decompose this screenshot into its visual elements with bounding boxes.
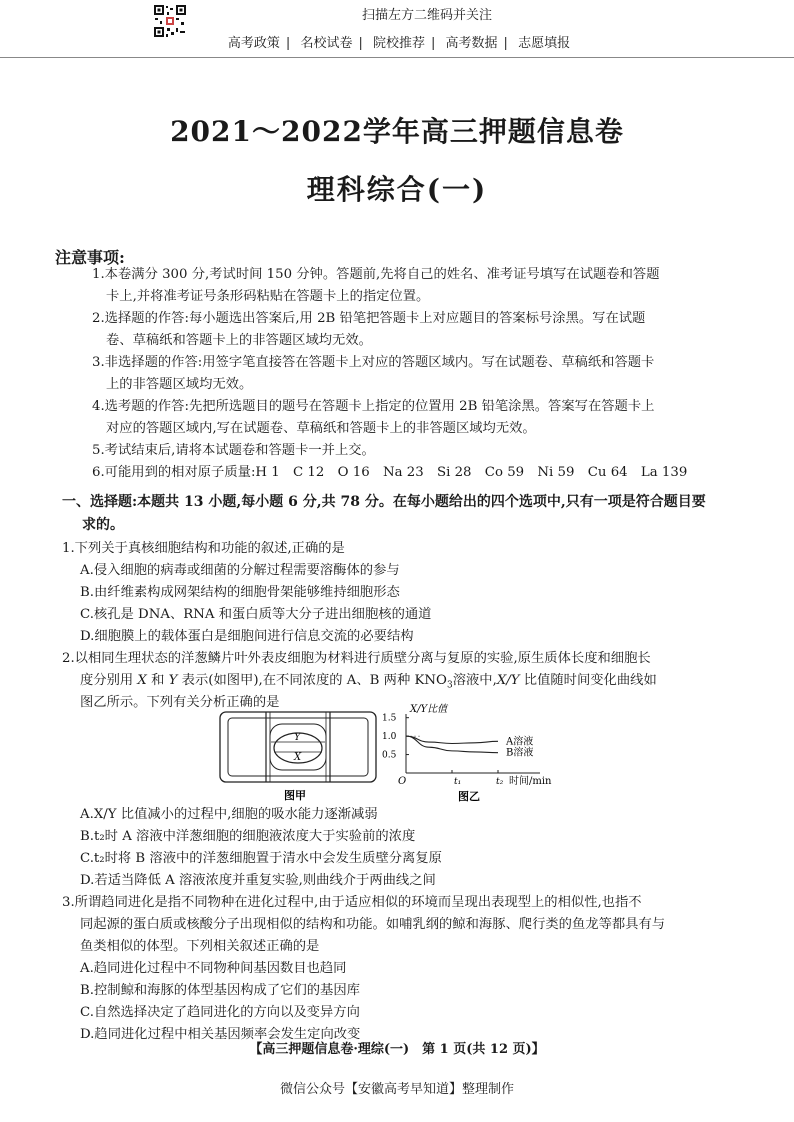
chart-xtick-t2: t₂ — [496, 777, 504, 787]
figure-a-label-x: X — [294, 752, 302, 763]
header-divider — [0, 57, 794, 58]
q1-option-d: D.细胞膜上的载体蛋白是细胞间进行信息交流的必要结构 — [80, 629, 414, 644]
page-footer: 【高三押题信息卷·理综(一) 第 1 页(共 12 页)】 — [249, 1042, 545, 1057]
notice-item: 4.选考题的作答:先把所选题目的题号在答题卡上指定的位置用 2B 铅笔涂黑。答案写在答题卡上 — [92, 399, 655, 414]
exam-title: 2021～2022学年高三押题信息卷 — [170, 115, 624, 148]
q3-option-b: B.控制鲸和海豚的体型基因构成了它们的基因库 — [80, 983, 360, 998]
q2-subscript: 3 — [446, 680, 453, 691]
notice-item: 对应的答题区域内,写在试题卷、草稿纸和答题卡上的非答题区域均无效。 — [106, 421, 536, 436]
notice-item: 5.考试结束后,请将本试题卷和答题卡一并上交。 — [92, 443, 375, 458]
chart-caption: 图乙 — [458, 790, 480, 803]
header-link-papers[interactable]: 名校试卷 — [300, 36, 353, 51]
header-link-data[interactable]: 高考数据 — [445, 36, 498, 51]
q2-var-y: Y — [168, 673, 178, 688]
q1-option-c: C.核孔是 DNA、RNA 和蛋白质等大分子进出细胞核的通道 — [80, 607, 432, 622]
notice-item: 卡上,并将准考证号条形码粘贴在答题卡上的指定位置。 — [106, 289, 430, 304]
notice-item: 1.本卷满分 300 分,考试时间 150 分钟。答题前,先将自己的姓名、准考证号填写在试题卷和答题 — [92, 267, 660, 282]
q2-option-c: C.t₂时将 B 溶液中的洋葱细胞置于清水中会发生质壁分离复原 — [80, 851, 442, 866]
chart-xtick-t1: t₁ — [454, 777, 462, 787]
notice-item: 3.非选择题的作答:用签字笔直接答在答题卡上对应的答题区域内。写在试题卷、草稿纸和答题卡 — [92, 355, 655, 370]
q1-option-b: B.由纤维素构成网架结构的细胞骨架能够维持细胞形态 — [80, 585, 400, 600]
header-link-schools[interactable]: 院校推荐 — [372, 36, 425, 51]
y-tick-label: 1.5 — [382, 713, 397, 724]
figure-b-chart — [380, 700, 580, 803]
q3-stem-line1: 3.所谓趋同进化是指不同物种在进化过程中,由于适应相似的环境而呈现出表现型上的相似性,也指不 — [62, 895, 642, 910]
q2-stem-text: 和 — [146, 673, 169, 688]
y-tick-label: 1.0 — [382, 732, 397, 743]
section-heading: 一、选择题:本题共 13 小题,每小题 6 分,共 78 分。在每小题给出的四个选项中,只有一项是符合题目要 — [62, 494, 706, 510]
q2-stem-text: 表示(如图甲),在不同浓度的 A、B 两种 KNO — [177, 673, 447, 688]
q3-stem-line2: 同起源的蛋白质或核酸分子出现相似的结构和功能。如哺乳纲的鲸和海豚、爬行类的鱼龙等都具有与 — [80, 917, 666, 932]
q2-stem-text: 溶液中, — [452, 673, 497, 688]
q3-option-c: C.自然选择决定了趋同进化的方向以及变异方向 — [80, 1005, 360, 1020]
figure-a-caption: 图甲 — [284, 789, 306, 802]
q1-option-a: A.侵入细胞的病毒或细菌的分解过程需要溶酶体的参与 — [80, 563, 400, 578]
notice-item: 上的非答题区域均无效。 — [106, 377, 253, 392]
q2-option-a: A.X/Y 比值减小的过程中,细胞的吸水能力逐渐减弱 — [80, 807, 378, 822]
figure-a-cell-diagram — [218, 708, 378, 803]
q2-stem-text: 比值随时间变化曲线如 — [519, 673, 657, 688]
header-scan-text: 扫描左方二维码并关注 — [361, 8, 492, 23]
chart-xunit: 时间/min — [509, 776, 552, 787]
q2-stem-line1: 2.以相同生理状态的洋葱鳞片叶外表皮细胞为材料进行质壁分离与复原的实验,原生质体长度和细胞长 — [62, 651, 651, 666]
header-link-policy[interactable]: 高考政策 — [227, 36, 280, 51]
notice-heading: 注意事项: — [55, 248, 125, 267]
q3-option-a: A.趋同进化过程中不同物种间基因数目也趋同 — [80, 961, 347, 976]
q2-stem-text: 度分别用 — [80, 673, 138, 688]
header-link-volunteer[interactable]: 志愿填报 — [518, 36, 571, 51]
q2-option-d: D.若适当降低 A 溶液浓度并重复实验,则曲线介于两曲线之间 — [80, 873, 436, 888]
section-heading-cont: 求的。 — [82, 517, 124, 533]
q3-stem-line3: 鱼类相似的体型。下列相关叙述正确的是 — [80, 939, 320, 954]
header-links: 高考政策 | 名校试卷 | 院校推荐 | 高考数据 | 志愿填报 — [227, 36, 571, 51]
q2-option-b: B.t₂时 A 溶液中洋葱细胞的细胞液浓度大于实验前的浓度 — [80, 829, 416, 844]
series-line-a — [406, 736, 498, 743]
figure-a-label-y: Y — [294, 732, 301, 743]
series-label-b: B溶液 — [506, 747, 534, 759]
q3-option-d: D.趋同进化过程中相关基因频率会发生定向改变 — [80, 1027, 361, 1042]
q2-var-x: X — [137, 673, 147, 688]
y-tick-label: 0.5 — [382, 750, 397, 761]
notice-item: 卷、草稿纸和答题卡上的非答题区域均无效。 — [106, 333, 372, 348]
notice-item: 6.可能用到的相对原子质量:H 1 C 12 O 16 Na 23 Si 28 Co 59 Ni 59 Cu 64 La 139 — [92, 465, 688, 480]
q2-stem-line3: 图乙所示。下列有关分析正确的是 — [80, 695, 280, 710]
q1-stem: 1.下列关于真核细胞结构和功能的叙述,正确的是 — [62, 541, 345, 556]
q2-ratio: X/Y — [496, 673, 520, 688]
chart-ylabel: X/Y比值 — [410, 704, 448, 715]
chart-origin: O — [398, 776, 407, 787]
notice-item: 2.选择题的作答:每小题选出答案后,用 2B 铅笔把答题卡上对应题目的答案标号涂黑。写在试题 — [92, 311, 646, 326]
exam-subtitle: 理科综合(一) — [306, 173, 488, 206]
series-label-a: A溶液 — [506, 736, 534, 748]
credit-footer: 微信公众号【安徽高考早知道】整理制作 — [279, 1082, 514, 1097]
series-line-b — [406, 736, 498, 753]
